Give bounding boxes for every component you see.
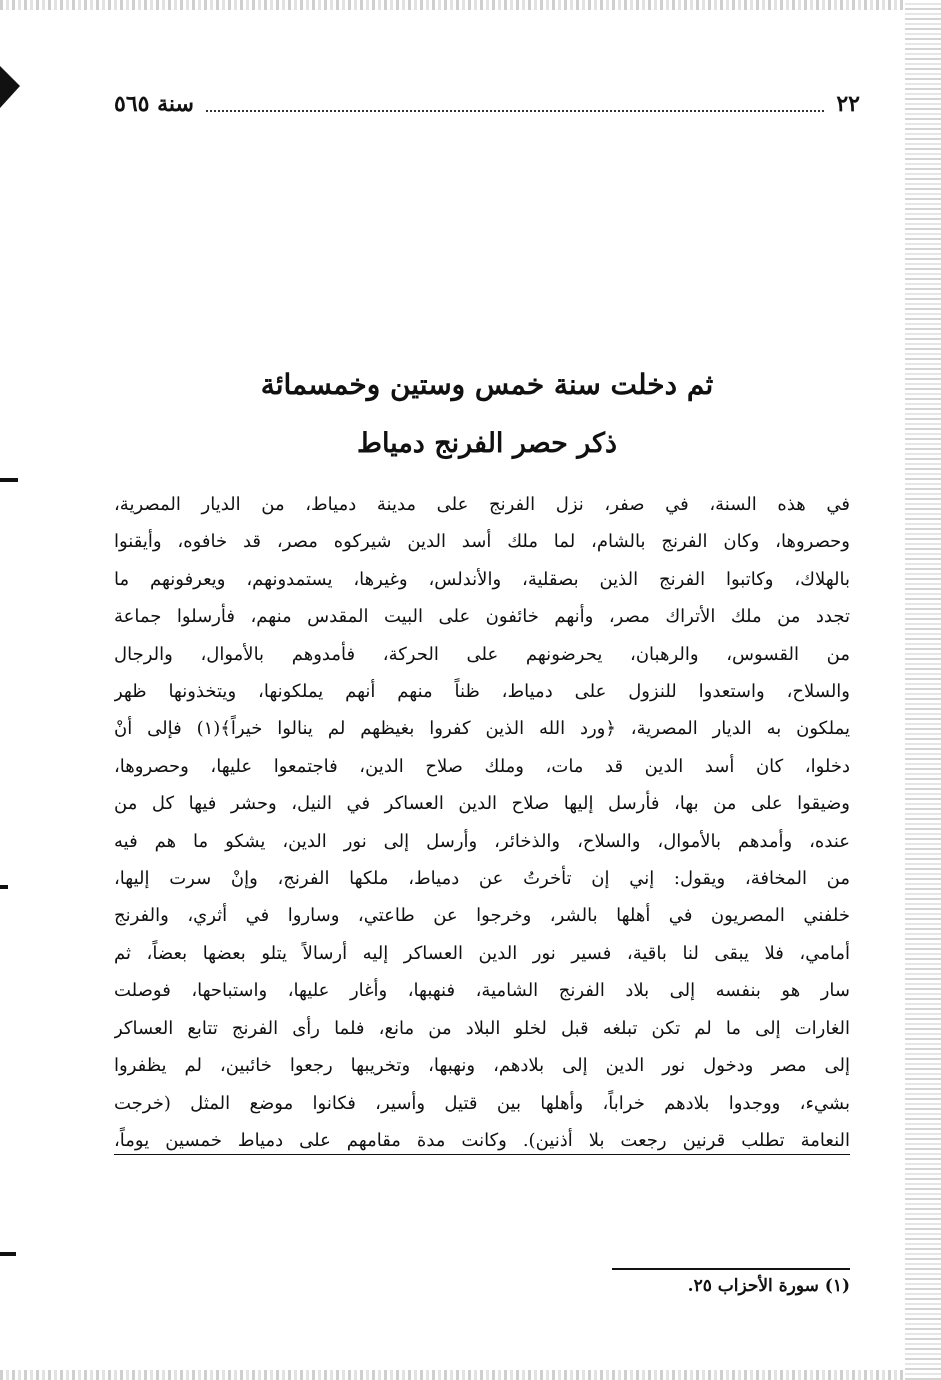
text-line: من القسوس، والرهبان، يحرضونهم على الحركة، فأمدوهم بالأموال، والرجال [114, 643, 850, 665]
dotted-leader [206, 96, 824, 112]
text-line: وضيقوا على من بها، فأرسل إليها صلاح الدين العساكر في النيل، وحشر فيها كل من [114, 793, 850, 815]
decorative-bottom-border [0, 1370, 941, 1380]
page-title: ثم دخلت سنة خمس وستين وخمسمائة [260, 368, 714, 401]
footnote-rule [612, 1268, 850, 1270]
text-line: بالهلاك، وكاتبوا الفرنج الذين بصقلية، والأندلس، وغيرها، يستمدونهم، ويعرفونهم ما [114, 568, 850, 590]
scan-edge-mark [0, 1252, 16, 1256]
section-title: ذكر حصر الفرنج دمياط [356, 428, 618, 459]
text-line: إلى مصر ودخول نور الدين إلى بلادهم، ونهبها، وتخريبها رجعوا خائبين، لم يظفروا [114, 1055, 850, 1077]
text-line: أمامي، فلا يبقى لنا باقية، فسير نور الدين العساكر إليه أرسالاً يتلو بعضها بعضاً، ثم [114, 942, 850, 964]
scan-edge-mark [0, 66, 20, 108]
text-line: وحصروها، وكان الفرنج بالشام، لما ملك أسد الدين شيركوه مصر، قد خافوه، وأيقنوا [114, 531, 850, 553]
running-title: سنة ٥٦٥ [114, 91, 194, 117]
text-line: النعامة تطلب قرنين رجعت بلا أذنين). وكانت مدة مقامهم على دمياط خمسين يوماً، [114, 1129, 850, 1151]
text-line: سار هو بنفسه إلى بلاد الفرنج الشامية، فنهبها، وأغار عليها، واستباحها، فوصلت [114, 980, 850, 1002]
decorative-right-border [905, 0, 941, 1380]
text-line: بشيء، ووجدوا بلادهم خراباً، وأهلها بين قتيل وأسير، فكانوا موضع المثل (خرجت [114, 1092, 850, 1114]
decorative-top-border [0, 0, 941, 10]
text-line: والسلاح، واستعدوا للنزول على دمياط، ظناً منهم أنهم يملكونها، ويتخذونها ظهر [114, 681, 850, 703]
text-line: يملكون به الديار المصرية، ﴿ورد الله الذين كفروا بغيظهم لم ينالوا خيراً﴾(١) فإلى أنْ [114, 718, 850, 740]
text-line: في هذه السنة، في صفر، نزل الفرنج على مدينة دمياط، من الديار المصرية، [114, 494, 850, 515]
text-line: من المخافة، ويقول: إني إن تأخرتُ عن دمياط، ملكها الفرنج، وإنْ سرت إليها، [114, 868, 850, 890]
scan-edge-mark [0, 478, 18, 482]
page-number: ٢٢ [836, 91, 860, 117]
text-line: تجدد من ملك الأتراك مصر، وأنهم خائفون على البيت المقدس منهم، فأرسلوا جماعة [114, 606, 850, 628]
body-text [114, 486, 850, 1159]
text-line: عنده، وأمدهم بالأموال، والسلاح، والذخائر، وأرسل إلى نور الدين، يشكو ما هم فيه [114, 830, 850, 852]
footnote: (١) سورة الأحزاب ٢٥. [687, 1276, 850, 1296]
running-header [114, 86, 860, 122]
text-line: خلفني المصريون في أهلها بالشر، وخرجوا عن طاعتي، وساروا في أثري، والفرنج [114, 905, 850, 927]
scan-edge-mark [0, 885, 8, 889]
text-line: دخلوا، كان أسد الدين قد مات، وملك صلاح الدين، فاجتمعوا عليها، وحصروها، [114, 755, 850, 777]
text-line: الغارات إلى ما لم تكن تبلغه قبل لخلو البلاد من مانع، فلما رأى الفرنج تتابع العساكر [114, 1017, 850, 1039]
